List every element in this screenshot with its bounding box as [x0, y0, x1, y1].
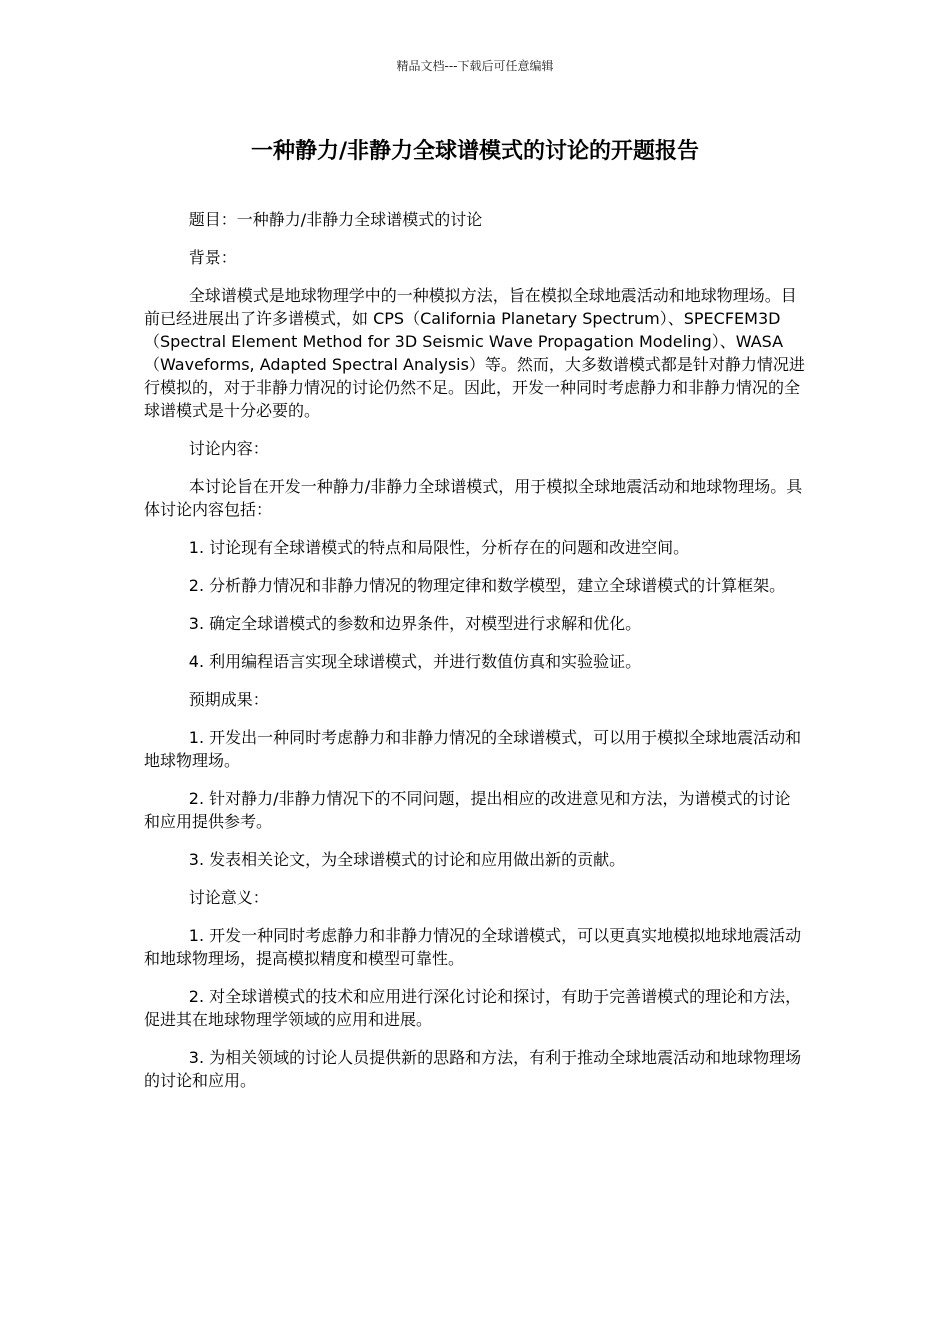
- content-item: 2. 分析静力情况和非静力情况的物理定律和数学模型，建立全球谱模式的计算框架。: [188, 576, 786, 595]
- significance-heading: 讨论意义：: [188, 888, 269, 907]
- result-item: 3. 发表相关论文，为全球谱模式的讨论和应用做出新的贡献。: [188, 850, 626, 869]
- significance-item: 2. 对全球谱模式的技术和应用进行深化讨论和探讨，有助于完善谱模式的理论和方法，促进其在地球物理学领域的应用和进展。: [144, 987, 802, 1029]
- content-intro-paragraph: 本讨论旨在开发一种静力/非静力全球谱模式，用于模拟全球地震活动和地球物理场。具体讨论内容包括：: [144, 477, 803, 519]
- content-item: 3. 确定全球谱模式的参数和边界条件，对模型进行求解和优化。: [188, 614, 642, 633]
- significance-item: 3. 为相关领域的讨论人员提供新的思路和方法，有利于推动全球地震活动和地球物理场的讨论和应用。: [144, 1048, 802, 1090]
- results-heading: 预期成果：: [188, 690, 269, 709]
- background-heading: 背景：: [188, 248, 237, 267]
- result-item: 1. 开发出一种同时考虑静力和非静力情况的全球谱模式，可以用于模拟全球地震活动和地球物理场。: [144, 728, 802, 770]
- content-item: 1. 讨论现有全球谱模式的特点和局限性，分析存在的问题和改进空间。: [188, 538, 690, 557]
- document-body: [144, 208, 806, 1107]
- background-paragraph: 全球谱模式是地球物理学中的一种模拟方法，旨在模拟全球地震活动和地球物理场。目前已经进展出了许多谱模式，如 CPS（California Planetary Spectrum）、SPECFEM3D（Spectral Element Method for 3D Seismic Wave Propagation Modeling）、WASA（Waveforms, Adapted Spectral Analysis）等。然而，大多数谱模式都是针对静力情况进行模拟的，对于非静力情况的讨论仍然不足。因此，开发一种同时考虑静力和非静力情况的全球谱模式是十分必要的。: [144, 286, 805, 420]
- topic-line: 题目：一种静力/非静力全球谱模式的讨论: [188, 210, 483, 229]
- significance-item: 1. 开发一种同时考虑静力和非静力情况的全球谱模式，可以更真实地模拟地球地震活动和地球物理场，提高模拟精度和模型可靠性。: [144, 926, 802, 968]
- document-title: 一种静力/非静力全球谱模式的讨论的开题报告: [250, 139, 700, 164]
- page-header-watermark: 精品文档---下载后可任意编辑: [396, 59, 554, 73]
- result-item: 2. 针对静力/非静力情况下的不同问题，提出相应的改进意见和方法，为谱模式的讨论和应用提供参考。: [144, 789, 791, 831]
- content-item: 4. 利用编程语言实现全球谱模式，并进行数值仿真和实验验证。: [188, 652, 642, 671]
- content-heading: 讨论内容：: [188, 439, 269, 458]
